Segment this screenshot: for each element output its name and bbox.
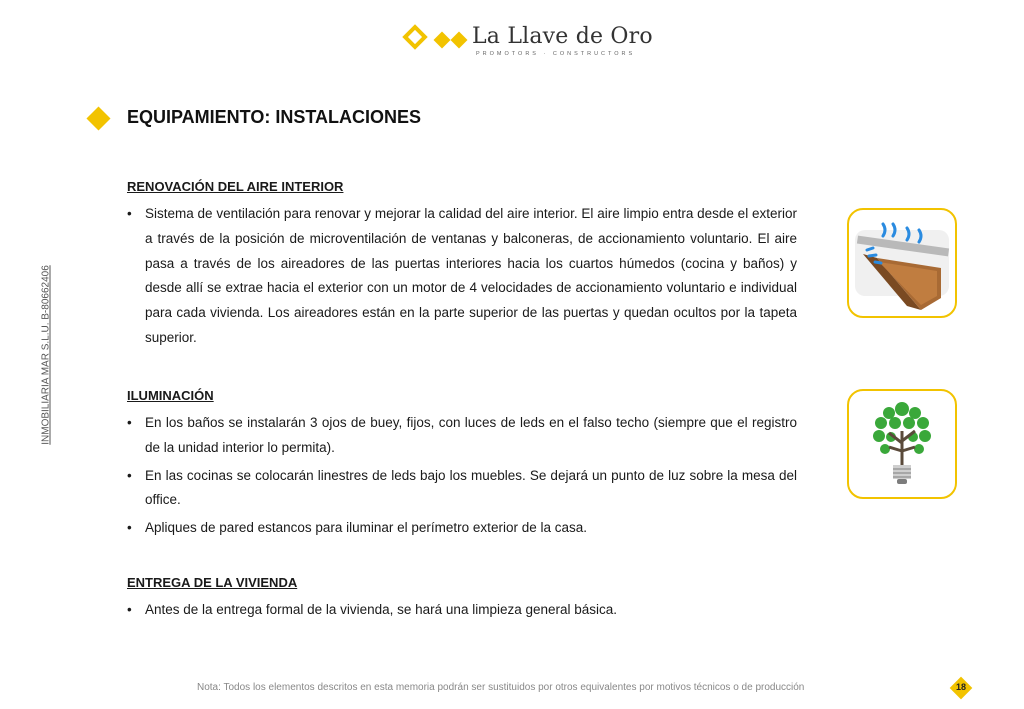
bullet-list	[127, 598, 797, 623]
lighting-illustration	[847, 389, 957, 499]
tree-lightbulb-icon	[849, 391, 955, 497]
list-item: • En las cocinas se colocarán linestres de leds bajo los muebles. Se dejará un punto de luz sobre la mesa del office.	[127, 464, 797, 514]
title-diamond-icon	[86, 106, 110, 130]
section-delivery	[127, 574, 797, 626]
bullet-list	[127, 411, 797, 541]
footer-note: Nota: Todos los elementos descritos en esta memoria podrán ser sustituidos por otros equivalentes por motivos técnicos o de producción	[197, 682, 805, 693]
logo-diamond-small-2	[451, 32, 468, 49]
brand-tagline: PROMOTORS · CONSTRUCTORS	[476, 51, 636, 57]
ventilation-illustration	[847, 208, 957, 318]
page-title: EQUIPAMIENTO: INSTALACIONES	[127, 107, 422, 127]
list-item: • En los baños se instalarán 3 ojos de buey, fijos, con luces de leds en el falso techo (siempre que el registro de la unidad interior lo permita).	[127, 411, 797, 461]
list-item: • Sistema de ventilación para renovar y mejorar la calidad del aire interior. El aire limpio entra desde el exterior a través de la posición de microventilación de ventanas y balconeras, de accionamiento voluntario. El aire pasa a través de los aireadores de las puertas interiores hacia los cuartos húmedos (cocina y baños) y desde allí se extrae hacia el exterior con un motor de 4 velocidades de accionamiento voluntario e individual para cada vivienda. Los aireadores están en la parte superior de las puertas y quedan ocultos por la tapeta superior.	[127, 202, 797, 351]
door-ventilation-icon	[849, 210, 955, 316]
page-number: 18	[955, 682, 966, 692]
brand-logo	[400, 22, 653, 60]
section-air-renewal	[127, 178, 797, 354]
logo-diamond-outline	[402, 24, 427, 49]
list-item: • Apliques de pared estancos para iluminar el perímetro exterior de la casa.	[127, 516, 797, 541]
list-item: • Antes de la entrega formal de la vivienda, se hará una limpieza general básica.	[127, 598, 797, 623]
logo-diamond-small-1	[434, 32, 451, 49]
section-heading: RENOVACIÓN DEL AIRE INTERIOR	[127, 179, 344, 194]
section-lighting	[127, 387, 797, 544]
section-heading: ENTREGA DE LA VIVIENDA	[127, 575, 298, 590]
bullet-list	[127, 202, 797, 351]
brand-name: La Llave de Oro	[472, 24, 653, 49]
company-registration-text: INMOBILIARIA MAR S.L.U. B-80662406	[40, 265, 52, 445]
section-heading: ILUMINACIÓN	[127, 388, 214, 403]
page-number-badge	[950, 677, 972, 699]
